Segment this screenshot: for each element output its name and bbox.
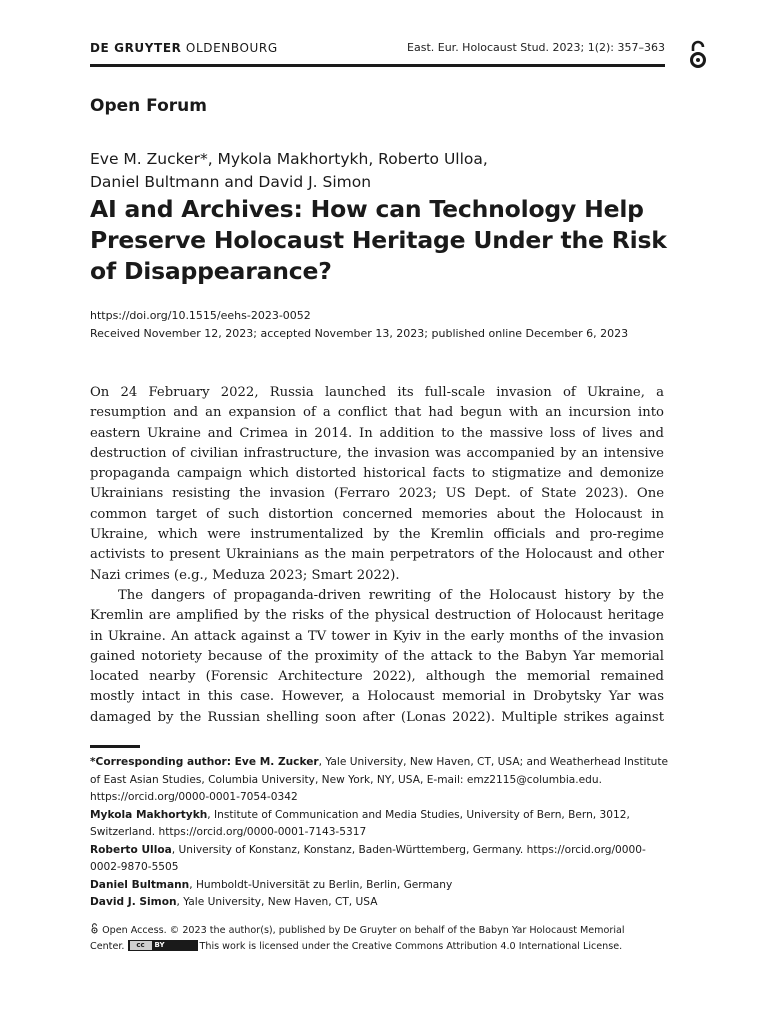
publication-dates: Received November 12, 2023; accepted November 13, 2023; published online December 6, 2023: [90, 327, 629, 340]
license-line: Open Access. © 2023 the author(s), published by De Gruyter on behalf of the Babyn Yar Holocaust Memorial: [90, 923, 670, 939]
affiliation-note: Roberto Ulloa, University of Konstanz, Konstanz, Baden-Württemberg, Germany. https://orcid.org/0000-0002-9870-5505: [90, 843, 646, 873]
affiliation-note: Mykola Makhortykh, Institute of Communication and Media Studies, University of Bern, Bern, 3012, Switzerland. https://orcid.org/0000-0001-7143-5317: [90, 808, 630, 838]
by-label: BY: [154, 940, 165, 949]
author-line: Daniel Bultmann and David J. Simon: [90, 173, 372, 191]
body-paragraph: The dangers of propaganda-driven rewriting of the Holocaust history by the Kremlin are amplified by the risks of the physical destruction of Holocaust heritage in Ukraine. An attack against a TV tower in Kyiv in the early months of the invasion gained notoriety because of the proximity of the attack to the Babyn Yar memorial located nearby (Forensic Architecture 2022), although the memorial remained mostly intact in this case. However, a Holocaust memorial in Drobytsky Yar was damaged by the Russian shelling soon after (Lonas 2022). Multiple strikes against: [90, 587, 664, 725]
author-list: [90, 148, 670, 194]
license-line: Center. cc BY This work is licensed under the Creative Commons Attribution 4.0 International License.: [90, 940, 623, 952]
affiliation-note: David J. Simon, Yale University, New Haven, CT, USA: [90, 896, 378, 908]
article-title: [90, 194, 690, 287]
article-body: [90, 383, 664, 731]
publisher-logo: DE GRUYTER OLDENBOURG: [90, 41, 278, 55]
journal-reference: East. Eur. Holocaust Stud. 2023; 1(2): 357–363: [407, 41, 665, 54]
affiliation-note: Daniel Bultmann, Humboldt-Universität zu Berlin, Berlin, Germany: [90, 878, 453, 891]
license-notice: [90, 923, 670, 954]
header-rule: [90, 64, 665, 67]
article-meta: [90, 307, 628, 343]
cc-label: cc: [130, 941, 152, 950]
author-affiliations: [90, 754, 670, 912]
affiliation-note: *Corresponding author: Eve M. Zucker, Yale University, New Haven, CT, USA; and Weatherhead Institute of East Asian Studies, Columbia University, New York, NY, USA, E-mail: emz2115@columbia.edu. https://orcid.org/0000-0001-7054-0342: [90, 756, 669, 803]
body-paragraph: On 24 February 2022, Russia launched its full-scale invasion of Ukraine, a resumption and an expansion of a conflict that had begun with an incursion into eastern Ukraine and Crimea in 2014. In addition to the massive loss of lives and destruction of civilian infrastructure, the invasion was accompanied by an intensive propaganda campaign which distorted historical facts to stigmatize and demonize Ukrainians resisting the invasion (Ferraro 2023; US Dept. of State 2023). One common target of such distortion concerned memories about the Holocaust in Ukraine, which were instrumentalized by the Kremlin officials and pro-regime activists to present Ukrainians as the main perpetrators of the Holocaust and other Nazi crimes (e.g., Meduza 2023; Smart 2022).: [90, 385, 664, 583]
title-line: of Disappearance?: [90, 257, 332, 285]
page-header: [90, 38, 665, 60]
open-access-small-icon: [90, 923, 99, 934]
section-label: Open Forum: [90, 96, 207, 116]
author-line: Eve M. Zucker*, Mykola Makhortykh, Roberto Ulloa,: [90, 150, 488, 168]
footnote-rule: [90, 745, 140, 748]
doi-link[interactable]: https://doi.org/10.1515/eehs-2023-0052: [90, 309, 311, 322]
title-line: AI and Archives: How can Technology Help: [90, 195, 644, 223]
cc-by-badge[interactable]: [128, 940, 198, 951]
title-line: Preserve Holocaust Heritage Under the Risk: [90, 226, 667, 254]
open-access-icon: [686, 40, 710, 70]
